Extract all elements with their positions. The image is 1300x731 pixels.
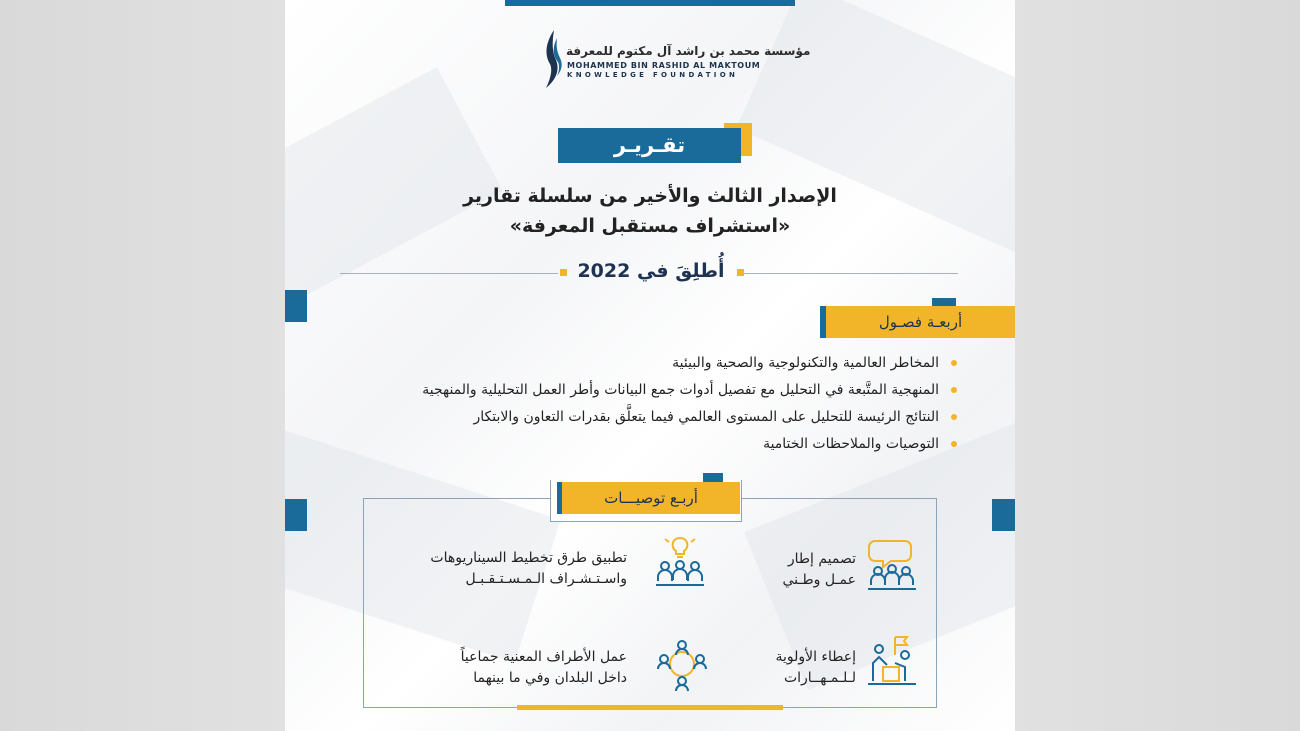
recommendations-header-label: أربـع توصيـــات [557, 482, 740, 514]
logo-english-subname: KNOWLEDGE FOUNDATION [567, 71, 739, 79]
chapter-text: المخاطر العالمية والتكنولوجية والصحية والبيئية [672, 355, 939, 371]
recommendation-3 [775, 647, 856, 689]
bullet-icon [951, 360, 957, 366]
recommendations-header [550, 480, 742, 522]
list-item [285, 350, 957, 377]
report-label-box [558, 128, 741, 163]
bullet-icon [951, 441, 957, 447]
infographic-card [285, 0, 1015, 731]
recommendation-line: عمـل وطـني [782, 572, 856, 588]
recommendation-line: لـلـمـهــارات [783, 670, 856, 686]
recommendation-4 [461, 647, 627, 689]
top-accent-bar [505, 0, 795, 6]
report-label: تقـريـر [558, 128, 741, 163]
recommendation-2 [430, 548, 627, 590]
chapter-text: المنهجية المتَّبعة في التحليل مع تفصيل أدوات جمع البيانات وأطر العمل التحليلية والمنهجية [422, 382, 939, 398]
recommendation-line: تصميم إطار [787, 551, 856, 567]
logo-arabic-name: مؤسسة محمد بن راشد آل مكتوم للمعرفة [566, 44, 811, 58]
logo-english-name: MOHAMMED BIN RASHID AL MAKTOUM [567, 61, 761, 70]
people-network-icon [655, 637, 709, 691]
chapter-text: النتائج الرئيسة للتحليل على المستوى العالمي فيما يتعلَّق بقدرات التعاون والابتكار [473, 409, 939, 425]
chapters-list [285, 350, 957, 458]
chapters-header [820, 306, 1015, 338]
list-item [285, 431, 957, 458]
side-square [285, 290, 307, 322]
divider-line-right [743, 273, 958, 274]
skills-flag-icon [865, 633, 919, 687]
foundation-logo [540, 28, 811, 90]
speech-bubble-team-icon [865, 537, 919, 591]
bottom-accent-bar [517, 705, 783, 710]
recommendation-line: داخل البلدان وفي ما بينهما [473, 670, 627, 686]
launch-year: أُطلِقَ في 2022 [577, 260, 725, 282]
subtitle-line2: «استشراف مستقبل المعرفة» [509, 215, 791, 237]
side-square [285, 499, 307, 531]
recommendation-line: تطبيق طرق تخطيط السيناريوهات [430, 550, 627, 566]
chapter-text: التوصيات والملاحظات الختامية [763, 436, 939, 452]
bullet-icon [951, 414, 957, 420]
recommendation-1 [783, 549, 857, 591]
flame-logo-icon [540, 28, 564, 90]
recommendation-line: عمل الأطراف المعنية جماعياً [460, 649, 627, 665]
chapters-header-label: أربعـة فصـول [820, 306, 1015, 338]
recommendation-line: إعطاء الأولوية [775, 649, 856, 665]
subtitle-line1: الإصدار الثالث والأخير من سلسلة تقارير [463, 185, 837, 207]
left-backdrop [0, 0, 285, 731]
recommendation-line: واسـتـشـراف الـمـسـتـقـبـل [465, 571, 627, 587]
bullet-icon [951, 387, 957, 393]
side-square [992, 499, 1015, 531]
list-item [285, 377, 957, 404]
list-item [285, 404, 957, 431]
lightbulb-team-icon [653, 534, 707, 588]
right-backdrop [1015, 0, 1300, 731]
divider-line-left [340, 273, 558, 274]
